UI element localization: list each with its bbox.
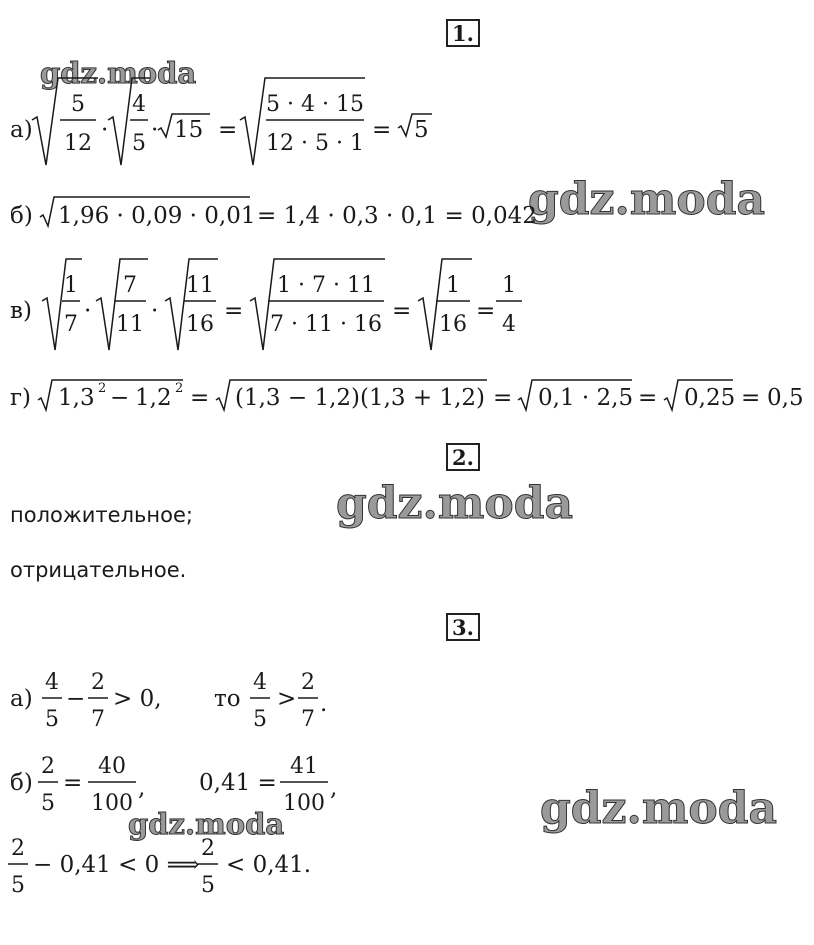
fraction-numerator: 2 [301, 670, 315, 695]
dot-operator: · [101, 117, 109, 143]
equals-sign: = [372, 117, 392, 143]
fraction-numerator: 1 [64, 273, 78, 298]
label-a: а) [10, 686, 33, 712]
equals-sign: = [218, 117, 238, 143]
watermark: gdz.moda [528, 174, 766, 225]
fraction-numerator: 2 [41, 754, 55, 779]
fraction-numerator: 4 [45, 670, 59, 695]
equals-sign: = [224, 298, 244, 324]
period: . [320, 691, 328, 717]
fraction-numerator: 40 [98, 754, 126, 779]
inequality: > 0, [113, 686, 162, 712]
fraction-denominator: 11 [116, 312, 144, 337]
radicand-part: 1,3 [58, 385, 95, 411]
comma: , [138, 775, 146, 801]
fraction-denominator: 7 [64, 312, 78, 337]
label-a: а) [10, 117, 33, 143]
fraction-denominator: 100 [283, 791, 325, 816]
radicand: (1,3 − 1,2)(1,3 + 1,2) [235, 385, 485, 411]
fraction-numerator: 5 [71, 92, 85, 117]
fraction-denominator: 100 [91, 791, 133, 816]
fraction-numerator: 1 [502, 273, 516, 298]
fraction-denominator: 5 [41, 791, 55, 816]
expression: − 0,41 < 0 ⟹ [33, 852, 200, 878]
exponent: 2 [98, 381, 107, 396]
result: 0,5 [767, 385, 804, 411]
result: 5 [414, 117, 429, 143]
dot-operator: · [151, 298, 159, 324]
watermark: gdz.moda [40, 56, 197, 90]
dot-operator: · [84, 298, 92, 324]
section-number-2: 2. [446, 443, 480, 471]
fraction-denominator: 16 [439, 312, 467, 337]
label-g: г) [10, 385, 32, 411]
fraction-numerator: 1 [446, 273, 460, 298]
radicand: 0,25 [684, 385, 736, 411]
label-v: в) [10, 298, 32, 324]
greater-sign: > [277, 686, 297, 712]
fraction-numerator: 1 · 7 · 11 [277, 273, 375, 298]
equals-sign: = [741, 385, 761, 411]
label-b: б) [10, 203, 33, 229]
equals-sign: = [190, 385, 210, 411]
watermark: gdz.moda [128, 807, 285, 841]
fraction-denominator: 12 · 5 · 1 [266, 131, 364, 156]
radicand-part: 1,2 [135, 385, 172, 411]
equals-sign: = [638, 385, 658, 411]
radicand: 1,96 · 0,09 · 0,01 [58, 203, 256, 229]
section-number-1: 1. [446, 19, 480, 47]
dot-operator: · [151, 117, 159, 143]
fraction-denominator: 5 [11, 873, 25, 898]
expression: = 1,4 · 0,3 · 0,1 = 0,042 [257, 203, 537, 229]
fraction-numerator: 2 [201, 836, 215, 861]
watermark: gdz.moda [336, 478, 574, 529]
fraction-numerator: 5 · 4 · 15 [266, 92, 364, 117]
comma: , [330, 775, 338, 801]
fraction-denominator: 5 [132, 131, 146, 156]
fraction-denominator: 5 [45, 707, 59, 732]
radicand: 0,1 · 2,5 [538, 385, 634, 411]
fraction-numerator: 4 [253, 670, 267, 695]
exponent: 2 [175, 381, 184, 396]
fraction-denominator: 5 [201, 873, 215, 898]
equals-sign: = [476, 298, 496, 324]
minus-sign: − [66, 686, 86, 712]
fraction-numerator: 11 [186, 273, 214, 298]
answer-negative: отрицательное. [10, 558, 187, 582]
label-b: б) [10, 770, 33, 796]
fraction-denominator: 5 [253, 707, 267, 732]
fraction-denominator: 12 [64, 131, 92, 156]
fraction-denominator: 7 [91, 707, 105, 732]
answer-positive: положительное; [10, 503, 193, 527]
fraction-denominator: 7 · 11 · 16 [270, 312, 382, 337]
section-number-3: 3. [446, 613, 480, 641]
fraction-numerator: 41 [290, 754, 318, 779]
word-then: то [214, 686, 241, 712]
inequality: < 0,41. [226, 852, 312, 878]
fraction-denominator: 7 [301, 707, 315, 732]
radicand: 15 [174, 117, 204, 143]
fraction-numerator: 2 [91, 670, 105, 695]
expression: 0,41 = [199, 770, 277, 796]
equals-sign: = [392, 298, 412, 324]
watermark: gdz.moda [540, 783, 778, 834]
minus-sign: − [110, 385, 130, 411]
fraction-denominator: 16 [186, 312, 214, 337]
fraction-denominator: 4 [502, 312, 516, 337]
fraction-numerator: 4 [132, 92, 146, 117]
equals-sign: = [63, 770, 83, 796]
equals-sign: = [493, 385, 513, 411]
fraction-numerator: 2 [11, 836, 25, 861]
fraction-numerator: 7 [123, 273, 137, 298]
